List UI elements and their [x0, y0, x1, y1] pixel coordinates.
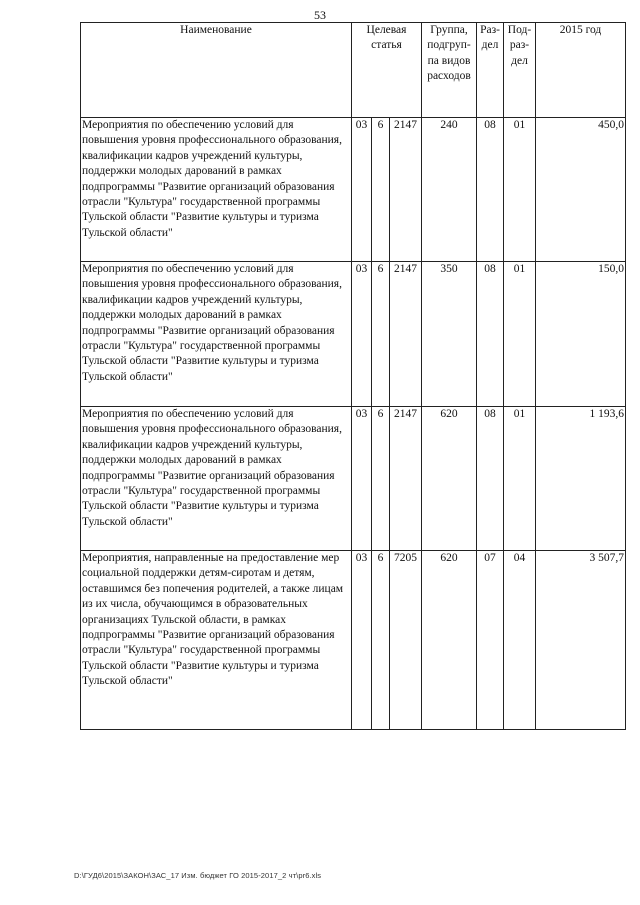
header-subsection-line: раз-: [509, 39, 530, 52]
header-subsection: [504, 23, 536, 118]
row-name: Мероприятия по обеспечению условий для повышения уровня профессионального образования, квалификации кадров учреждений культуры, поддержки молодых дарований в рамках подпрограммы "Развитие организаций образования отрасли "Культура" государственной программы Тульской области "Развитие культуры и туризма Тульской области": [81, 118, 352, 262]
row-amount: 3 507,7: [536, 551, 626, 730]
row-direction-code: 2147: [390, 118, 422, 262]
row-program-code: 03: [352, 262, 372, 407]
row-section: 08: [477, 407, 504, 551]
header-expense-group-line: Группа,: [430, 24, 468, 36]
row-subprogram-code: 6: [372, 118, 390, 262]
page-number: 53: [314, 8, 326, 22]
row-subprogram-code: 6: [372, 551, 390, 730]
row-name: Мероприятия по обеспечению условий для повышения уровня профессионального образования, квалификации кадров учреждений культуры, поддержки молодых дарований в рамках подпрограммы "Развитие организаций образования отрасли "Культура" государственной программы Тульской области "Развитие культуры и туризма Тульской области": [81, 262, 352, 407]
header-name: Наименование: [81, 23, 352, 118]
header-target-article: [352, 23, 422, 118]
row-direction-code: 2147: [390, 262, 422, 407]
row-expense-group: 620: [422, 551, 477, 730]
row-expense-group: 350: [422, 262, 477, 407]
table-row: [81, 407, 626, 551]
table-row: [81, 118, 626, 262]
row-section: 07: [477, 551, 504, 730]
row-subsection: 01: [504, 407, 536, 551]
header-subsection-line: Под-: [507, 24, 532, 36]
table-row: [81, 551, 626, 730]
budget-table: [80, 22, 626, 730]
header-target-article-line: статья: [371, 39, 402, 52]
row-subsection: 01: [504, 118, 536, 262]
row-direction-code: 7205: [390, 551, 422, 730]
header-expense-group: [422, 23, 477, 118]
table-header-row: [81, 23, 626, 118]
row-name: Мероприятия по обеспечению условий для повышения уровня профессионального образования, квалификации кадров учреждений культуры, поддержки молодых дарований в рамках подпрограммы "Развитие организаций образования отрасли "Культура" государственной программы Тульской области "Развитие культуры и туризма Тульской области": [81, 407, 352, 551]
row-amount: 1 193,6: [536, 407, 626, 551]
row-subprogram-code: 6: [372, 407, 390, 551]
row-subprogram-code: 6: [372, 262, 390, 407]
row-amount: 450,0: [536, 118, 626, 262]
header-target-article-line: Целевая: [366, 24, 407, 36]
header-subsection-line: дел: [511, 54, 528, 67]
row-name: Мероприятия, направленные на предоставление мер социальной поддержки детям-сиротам и детям, оставшимся без попечения родителей, а также лицам из их числа, обучающимся в образовательных организациях Тульской области, в рамках подпрограммы "Развитие организаций образования отрасли "Культура" государственной программы Тульской области "Развитие культуры и туризма Тульской области": [81, 551, 352, 730]
row-program-code: 03: [352, 551, 372, 730]
row-section: 08: [477, 118, 504, 262]
footer-file-path: D:\ГУД6\2015\ЗАКОН\ЗАС_17 Изм. бюджет ГО 2015-2017_2 чт\pr6.xls: [74, 871, 322, 880]
table-row: [81, 262, 626, 407]
row-subsection: 01: [504, 262, 536, 407]
row-expense-group: 240: [422, 118, 477, 262]
header-section: [477, 23, 504, 118]
row-program-code: 03: [352, 118, 372, 262]
row-direction-code: 2147: [390, 407, 422, 551]
row-expense-group: 620: [422, 407, 477, 551]
row-amount: 150,0: [536, 262, 626, 407]
row-subsection: 04: [504, 551, 536, 730]
header-section-line: дел: [481, 39, 499, 52]
header-year: 2015 год: [536, 23, 626, 118]
header-expense-group-line: расходов: [427, 70, 471, 83]
header-section-line: Раз-: [480, 24, 500, 36]
row-program-code: 03: [352, 407, 372, 551]
header-expense-group-line: подгруп-: [427, 39, 471, 52]
row-section: 08: [477, 262, 504, 407]
header-expense-group-line: па видов: [427, 54, 471, 67]
